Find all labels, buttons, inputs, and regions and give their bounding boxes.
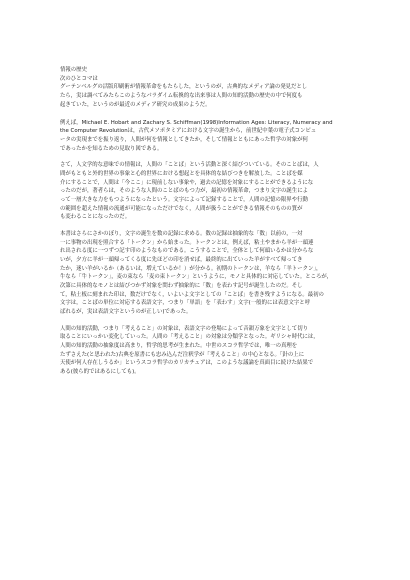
text-line: 例えば，Michael E. Hobart and Zachary S. Schiffman(1998)Information Ages: Literacy, Numeracy and	[60, 119, 333, 126]
text-line: の範囲を超えた情報の流通が可能になっただけでなく，人間が扱うことができる情報そのものの質が	[60, 205, 303, 212]
text-line: たら，実は調べてみたらこのようなパラダイム転換的な出来事は人間の知的活動の歴史の中で何度も	[60, 93, 303, 100]
text-line: 間がもともと外的世界の事象と心的世界における想起とを具体的な結びつきを解放した。ことばを媒	[60, 170, 303, 177]
text-line: 一に事物の出現を照合する「トークン」から始まった。トークンとは，例えば，粘土やまから羊が一頭連	[60, 239, 314, 246]
paragraph-intro	[60, 66, 352, 110]
text-line: 牛なら「牛トークン」，麦の束なら「麦の束トークン」というように，モノと具体的に対応していた。ところが，	[60, 274, 333, 281]
subheading-line: 次のひとコマは	[60, 75, 98, 82]
text-line: ったのだが，著者らは，そのような人間のことばのもつ力が，最初の情報革命，つまり文字の誕生によ	[60, 188, 308, 195]
text-line: たか，迷い羊がいるか（あるいは，増えているか！）が分かる。初期のトークンは，羊なら「羊トークン」，	[60, 265, 322, 272]
text-line: グーテンベルグの活版印刷術が情報革命をもたらした，というのが，古典的なメディア論の発見だとし	[60, 84, 308, 91]
text-line: 取ることにいっかい変化していった。人間の「考えること」の対象は分類学となった。ギリシャ時代には，	[60, 334, 319, 341]
text-line: て，粘土板に刻まれた印は，数だけでなく，いよいよ文字としての「ことば」を書き残すようになる。最初の	[60, 291, 324, 298]
text-line: 介にすることで，人間は「今ここ」に現前しない事象や，過去の記憶を対象にすることができるようにな	[60, 179, 314, 186]
text-line: 人間の知的活動の抽象度は高まり，哲学的思考が生まれた。中世のスコラ哲学では，唯一の真理を	[60, 343, 298, 350]
text-line: さて，人文学的な意味での情報は，人間の「ことば」という活動と深く結びついている。そのことばは，人	[60, 162, 319, 169]
text-line: たずさえた(と思われた)古典を原書にも忠み込んだ注釈学が「考えること」の中心となる。「針の上に	[60, 351, 305, 358]
text-line: the Computer Revolutionは，古代メソポタミアにおける文字の誕生から，前世紀中葉の電子式コンピュ	[60, 128, 317, 135]
text-line: 人間の知的活動，つまり「考えること」の対象は，表語文字の登場によって音韻万象を文字として切り	[60, 325, 308, 332]
text-line: 起きていた，というのが最近のメディア研究の成果のようだ。	[60, 101, 211, 108]
text-line: 文字は，ことばの単位に対応する表語文字，つまり「単語」を「表わす」文字(一般的には表意文字と呼	[60, 300, 311, 307]
heading-line: 情報の歴史	[60, 67, 87, 73]
text-line: れ出される度に一つずつ記す印のようなものである。こうすることで，全体として何頭いるかは分からな	[60, 248, 314, 255]
text-line: も変わることになったのだ。	[60, 214, 131, 221]
text-line: 本書はさらにさかのぼり，文字の誕生を数の記録に求める。数の記録は抽象的な「数」以前の，一対	[60, 230, 303, 237]
text-line: いが，夕方に羊が一頭帰ってくる度に先ほどの印を消せば，最終的に出ていった羊がすべて帰ってき	[60, 256, 303, 263]
paragraph-2	[60, 119, 352, 154]
paragraph-5	[60, 325, 352, 377]
text-line: ある(彼ら的ではあるにしても)。	[60, 369, 140, 376]
text-line: であったかを知るための見取り図である。	[60, 145, 163, 152]
text-line: 天使が何人存在しうるか」というスコラ哲学のカリカチュアは，このような議論を真面目に続けた結果で	[60, 360, 314, 367]
text-line: 次第に具体的なモノとは結びつかず対象を問わず抽象的に「数」を表わす記号が誕生したのだ。そし	[60, 283, 303, 290]
text-line: ばれるが，実は表語文字というのが正しい)であった。	[60, 309, 192, 316]
text-line: ータの実現までを振り返り，人間が何を情報としてきたか，そして情報とともにあった哲学の対象が何	[60, 136, 308, 143]
paragraph-4	[60, 230, 352, 317]
text-line: って一層大きな力をもつようになったという。文字によって記録することで，人間の記憶の限界や行動	[60, 196, 308, 203]
paragraph-3	[60, 161, 352, 222]
